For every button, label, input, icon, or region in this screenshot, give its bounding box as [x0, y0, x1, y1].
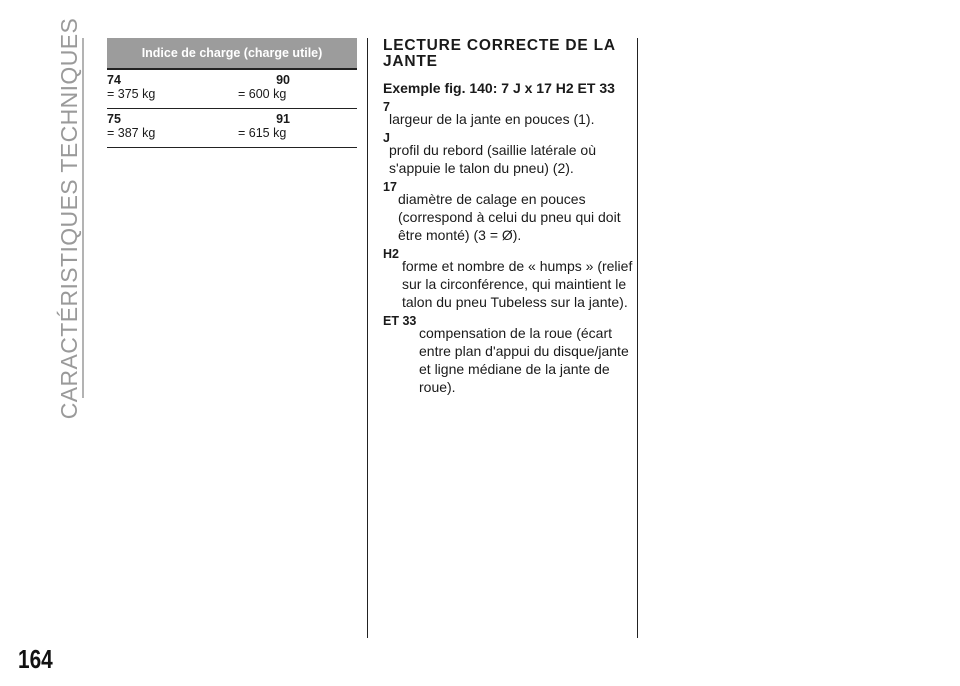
load-value: = 600 kg	[238, 87, 287, 101]
load-code: 90	[276, 73, 290, 87]
item-key: H2	[383, 247, 399, 261]
table-cell	[107, 74, 227, 101]
page-number: 164	[18, 644, 53, 674]
load-index-table	[107, 38, 357, 148]
item-description: profil du rebord (saillie latérale où s'appuie le talon du pneu) (2).	[389, 142, 596, 176]
list-item	[383, 132, 633, 177]
list-item	[383, 315, 633, 396]
load-code: 74	[107, 73, 121, 87]
item-key: ET 33	[383, 314, 417, 328]
list-item	[383, 181, 633, 244]
load-code: 75	[107, 112, 121, 126]
column-divider-2	[637, 38, 638, 638]
item-key: 17	[383, 180, 397, 194]
list-item	[383, 248, 633, 311]
table-row	[107, 70, 357, 109]
rim-reading-section	[383, 38, 633, 400]
load-value: = 387 kg	[107, 126, 156, 140]
item-description: forme et nombre de « humps » (relief sur la circonférence, qui maintient le talon du pneu Tubeless sur la jante).	[402, 258, 633, 310]
item-description: diamètre de calage en pouces (correspond à celui du pneu qui doit être monté) (3 = Ø).	[398, 191, 621, 243]
column-divider-1	[367, 38, 368, 638]
list-item	[383, 101, 633, 128]
item-key: J	[383, 131, 390, 145]
item-description: compensation de la roue (écart entre plan d'appui du disque/jante et ligne médiane de la jante de roue).	[419, 325, 629, 395]
table-row	[107, 109, 357, 148]
table-cell	[238, 113, 290, 140]
side-divider	[82, 38, 84, 398]
item-key: 7	[383, 100, 390, 114]
load-value: = 375 kg	[107, 87, 156, 101]
section-heading: LECTURE CORRECTE DE LA JANTE	[383, 37, 616, 70]
load-code: 91	[276, 112, 290, 126]
table-header: Indice de charge (charge utile)	[107, 38, 357, 70]
load-value: = 615 kg	[238, 126, 287, 140]
item-description: largeur de la jante en pouces (1).	[389, 111, 595, 127]
section-side-title	[50, 17, 90, 420]
table-cell	[107, 113, 227, 140]
section-side-title-text: CARACTÉRISTIQUES TECHNIQUES	[56, 17, 83, 420]
table-cell	[238, 74, 290, 101]
example-line: Exemple fig. 140: 7 J x 17 H2 ET 33	[383, 80, 615, 96]
